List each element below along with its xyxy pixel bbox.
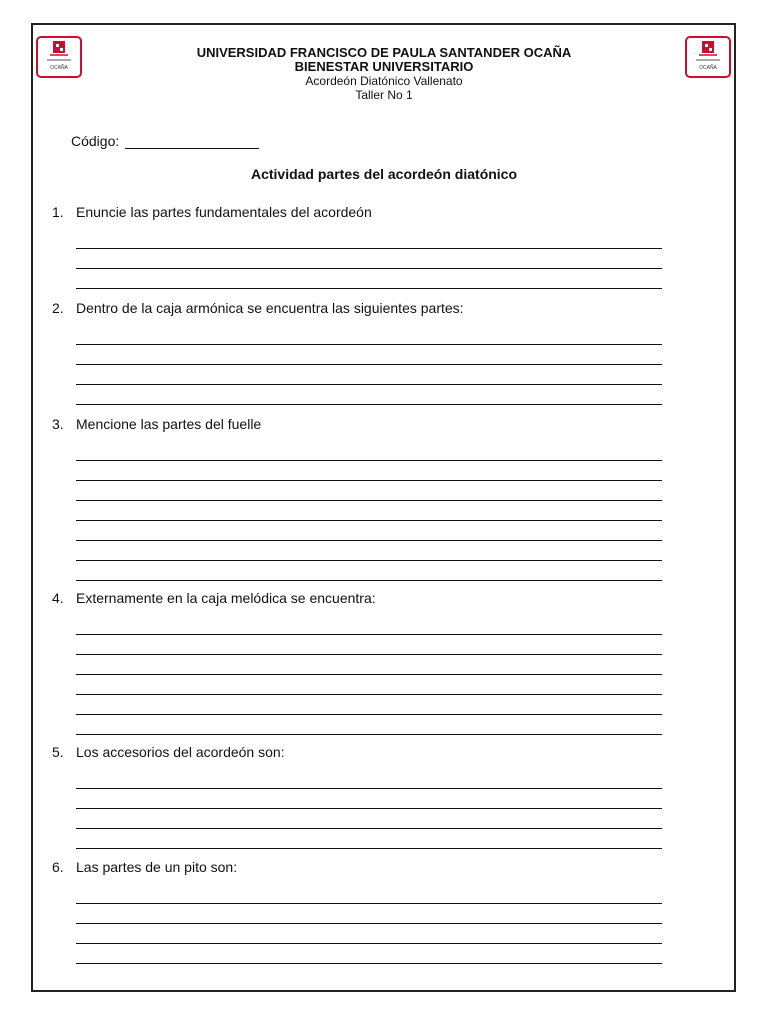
question-label: [52, 858, 672, 876]
logo-caption: OCAÑA: [699, 65, 717, 71]
answer-line[interactable]: [76, 635, 662, 655]
answer-line[interactable]: [76, 561, 662, 581]
answer-line[interactable]: [76, 904, 662, 924]
question-item: [52, 589, 672, 735]
answer-lines: [76, 884, 672, 964]
answer-lines: [76, 229, 672, 289]
university-logo-left: [36, 36, 82, 78]
answer-line[interactable]: [76, 365, 662, 385]
answer-lines: [76, 441, 672, 581]
activity-title: Actividad partes del acordeón diatónico: [250, 166, 518, 182]
logo-caption: OCAÑA: [50, 65, 68, 71]
question-number: 3.: [52, 416, 64, 432]
answer-line[interactable]: [76, 461, 662, 481]
answer-lines: [76, 615, 672, 735]
answer-line[interactable]: [76, 541, 662, 561]
question-label: [52, 299, 672, 317]
answer-line[interactable]: [76, 809, 662, 829]
answer-line[interactable]: [76, 944, 662, 964]
question-number: 4.: [52, 590, 64, 606]
answer-line[interactable]: [76, 615, 662, 635]
answer-line[interactable]: [76, 521, 662, 541]
code-field: [71, 133, 259, 149]
question-label: [52, 203, 672, 221]
answer-lines: [76, 769, 672, 849]
answer-line[interactable]: [76, 884, 662, 904]
document-header: [120, 46, 648, 102]
university-logo-right: [685, 36, 731, 78]
answer-line[interactable]: [76, 229, 662, 249]
answer-line[interactable]: [76, 481, 662, 501]
code-blank-line[interactable]: [125, 134, 259, 149]
question-text: Las partes de un pito son:: [76, 859, 238, 875]
answer-line[interactable]: [76, 715, 662, 735]
question-text: Enuncie las partes fundamentales del acordeón: [76, 204, 372, 220]
answer-line[interactable]: [76, 695, 662, 715]
course-name: Acordeón Diatónico Vallenato: [305, 74, 463, 88]
answer-line[interactable]: [76, 829, 662, 849]
answer-lines: [76, 325, 672, 405]
question-item: [52, 858, 672, 964]
university-crest-icon: [38, 38, 80, 76]
answer-line[interactable]: [76, 769, 662, 789]
answer-line[interactable]: [76, 385, 662, 405]
question-label: [52, 743, 672, 761]
answer-line[interactable]: [76, 249, 662, 269]
question-item: [52, 415, 672, 581]
question-number: 5.: [52, 744, 64, 760]
department-name: BIENESTAR UNIVERSITARIO: [294, 59, 474, 74]
question-item: [52, 203, 672, 289]
answer-line[interactable]: [76, 501, 662, 521]
university-name: UNIVERSIDAD FRANCISCO DE PAULA SANTANDER OCAÑA: [196, 45, 572, 60]
question-text: Externamente en la caja melódica se encuentra:: [76, 590, 376, 606]
university-crest-icon: [687, 38, 729, 76]
answer-line[interactable]: [76, 325, 662, 345]
question-number: 2.: [52, 300, 64, 316]
question-item: [52, 299, 672, 405]
question-number: 6.: [52, 859, 64, 875]
answer-line[interactable]: [76, 269, 662, 289]
code-label: Código:: [71, 133, 120, 149]
answer-line[interactable]: [76, 655, 662, 675]
question-text: Los accesorios del acordeón son:: [76, 744, 285, 760]
question-label: [52, 415, 672, 433]
answer-line[interactable]: [76, 789, 662, 809]
question-text: Dentro de la caja armónica se encuentra las siguientes partes:: [76, 300, 464, 316]
workshop-number: Taller No 1: [355, 88, 413, 102]
answer-line[interactable]: [76, 924, 662, 944]
answer-line[interactable]: [76, 345, 662, 365]
question-label: [52, 589, 672, 607]
question-text: Mencione las partes del fuelle: [76, 416, 262, 432]
answer-line[interactable]: [76, 441, 662, 461]
answer-line[interactable]: [76, 675, 662, 695]
question-number: 1.: [52, 204, 64, 220]
question-item: [52, 743, 672, 849]
